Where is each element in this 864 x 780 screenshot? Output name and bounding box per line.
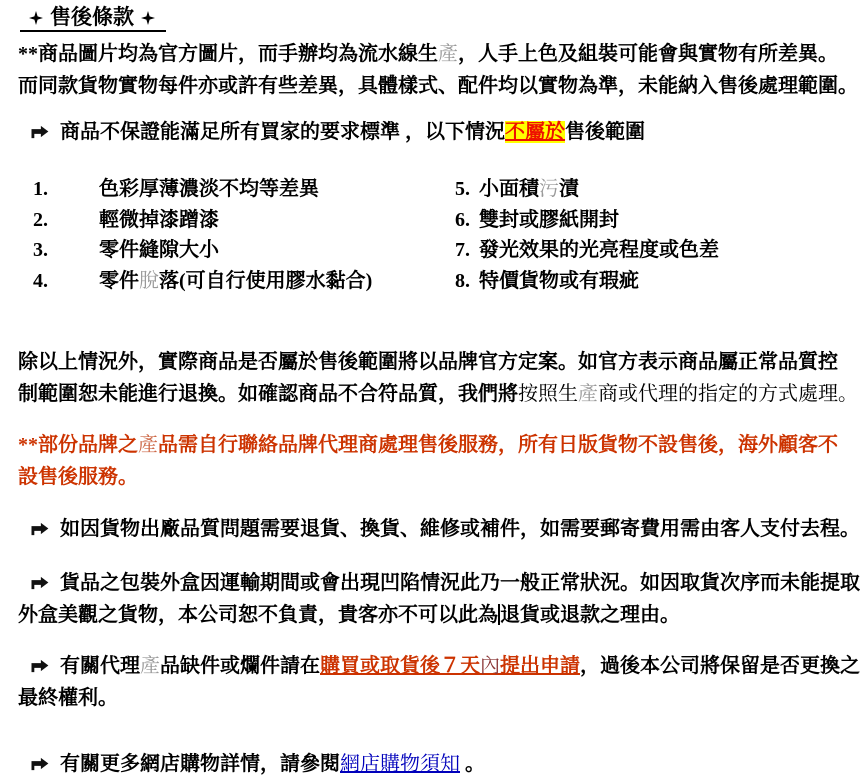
- item-number: 6.: [455, 208, 470, 231]
- list-row: [18, 235, 848, 266]
- text-run: 有關代理: [60, 655, 140, 677]
- page-title-text: 售後條款: [50, 5, 134, 29]
- item-number: 5.: [455, 178, 470, 200]
- intro-paragraph: [18, 38, 858, 102]
- official-line-1: [18, 346, 848, 378]
- more-info-line: [18, 748, 848, 780]
- arrow-bullet-icon: [28, 116, 50, 148]
- page-title: [20, 5, 166, 32]
- highlighted-term: 不屬於: [505, 121, 565, 143]
- text-run: 購買或取貨後７天: [320, 655, 480, 677]
- item-number: 2.: [33, 208, 48, 231]
- text-run-substituted: 內: [480, 655, 500, 677]
- text-run: ，人手上色及組裝可能會與實物有所差異。: [458, 43, 838, 65]
- item-text: 輕微掉漆蹭漆: [99, 208, 219, 231]
- text-run: 制範圍恕未能進行退換。如確認商品不合符品質，我們將: [18, 383, 518, 405]
- list-item-6: [455, 205, 619, 236]
- missing-parts-bullet: [18, 650, 860, 714]
- text-run: ，過後本公司將保留是否更換之: [580, 655, 860, 677]
- deadline-emphasis: [320, 655, 580, 677]
- text-run: 。: [460, 753, 485, 775]
- text-run: **商品圖片均為官方圖片，而手辦均為流水線生: [18, 43, 438, 65]
- item-text: 色彩厚薄濃淡不均等差異: [99, 178, 319, 200]
- list-item-7: [455, 235, 719, 266]
- missing-line-1: [18, 650, 860, 682]
- brand-service-warning: [18, 429, 848, 493]
- intro-line-1: [18, 38, 848, 70]
- text-run: 外盒美觀之貨物，本公司恕不負責，貴客亦不可以此為: [18, 604, 498, 626]
- arrow-bullet-icon: [28, 513, 50, 545]
- store-guide-link[interactable]: 網店購物須知: [340, 753, 460, 775]
- notice-line: [18, 116, 848, 148]
- exclusion-notice: [18, 116, 848, 148]
- star-icon: [141, 5, 155, 29]
- text-run: 有關更多網店購物詳情，請參閱: [60, 753, 340, 775]
- text-run: 按照生: [518, 383, 578, 405]
- text-run: 售後範圍: [565, 121, 645, 143]
- text-run: 零件: [99, 269, 139, 292]
- text-run: 小面積: [479, 178, 539, 200]
- text-run: 提出申請: [500, 655, 580, 677]
- text-run-substituted: 產: [138, 434, 158, 456]
- returns-bullet: [18, 513, 860, 545]
- text-run: 漬: [559, 178, 579, 200]
- text-run: 除以上情況外，實際商品是否屬於售後範圍將以品牌官方定案。如官方表示商品屬正常品質控: [18, 351, 838, 373]
- item-text: [479, 174, 579, 205]
- text-run: 貨品之包裝外盒因運輸期間或會出現凹陷情況此乃一般正常狀況。如因取貨次序而未能提取: [60, 572, 860, 594]
- more-info-bullet: [18, 748, 848, 780]
- text-run: 品需自行聯絡品牌代理商處理售後服務，所有日版貨物不設售後，海外顧客不: [158, 434, 838, 456]
- official-decision-paragraph: [18, 346, 858, 410]
- item-number: 1.: [33, 178, 48, 200]
- returns-line: [18, 513, 860, 545]
- text-run: 商品不保證能滿足所有買家的要求標準 ，以下情況: [60, 121, 505, 143]
- item-number: 7.: [455, 239, 470, 261]
- text-run: 品缺件或爛件請在: [160, 655, 320, 677]
- packaging-line-2: [18, 599, 848, 631]
- text-run-substituted: 產: [438, 43, 458, 65]
- text-run: 最終權利。: [18, 687, 118, 709]
- text-run: **部份品牌之: [18, 434, 138, 456]
- text-run: 如因貨物出廠品質問題需要退貨、換貨、維修或補件，如需要郵寄費用需由客人支付去程。: [60, 518, 860, 540]
- list-row: [18, 174, 848, 205]
- text-run-substituted: 產: [140, 655, 160, 677]
- text-run: 退貨或退款之理由。: [500, 604, 680, 626]
- list-row: [18, 266, 848, 297]
- item-text: 特價貨物或有瑕疵: [479, 269, 639, 292]
- list-item-5: [455, 174, 579, 205]
- item-text: [99, 266, 372, 297]
- list-item-4: [18, 266, 455, 297]
- list-item-2: [18, 205, 455, 236]
- arrow-bullet-icon: [28, 748, 50, 780]
- exclusion-list: [18, 174, 848, 296]
- official-line-2: [18, 378, 858, 410]
- text-run: 商或代理的指定的方式處理。: [598, 383, 858, 405]
- text-run-substituted: 污: [539, 178, 559, 200]
- item-text: 發光效果的光亮程度或色差: [479, 239, 719, 261]
- list-row: [18, 205, 848, 236]
- brand-line-2: [18, 461, 848, 493]
- item-number: 4.: [33, 269, 48, 292]
- arrow-bullet-icon: [28, 567, 50, 599]
- item-number: 3.: [33, 239, 48, 261]
- text-run-substituted: 產: [578, 383, 598, 405]
- arrow-bullet-icon: [28, 650, 50, 682]
- text-run: 而同款貨物實物每件亦或許有些差異，具體樣式、配件均以實物為準，未能納入售後處理範圍。: [18, 75, 858, 97]
- missing-line-2: [18, 682, 848, 714]
- packaging-bullet: [18, 567, 860, 631]
- star-icon: [29, 5, 43, 29]
- text-run: 落(可自行使用膠水黏合): [159, 269, 373, 292]
- intro-line-2: [18, 70, 858, 102]
- item-text: 雙封或膠紙開封: [479, 208, 619, 231]
- list-item-8: [455, 266, 639, 297]
- brand-line-1: [18, 429, 848, 461]
- text-run-substituted: 脫: [139, 269, 159, 292]
- list-item-3: [18, 235, 455, 266]
- packaging-line-1: [18, 567, 860, 599]
- list-item-1: [18, 174, 455, 205]
- item-number: 8.: [455, 269, 470, 292]
- item-text: 零件縫隙大小: [99, 239, 219, 261]
- text-run: 設售後服務。: [18, 466, 138, 488]
